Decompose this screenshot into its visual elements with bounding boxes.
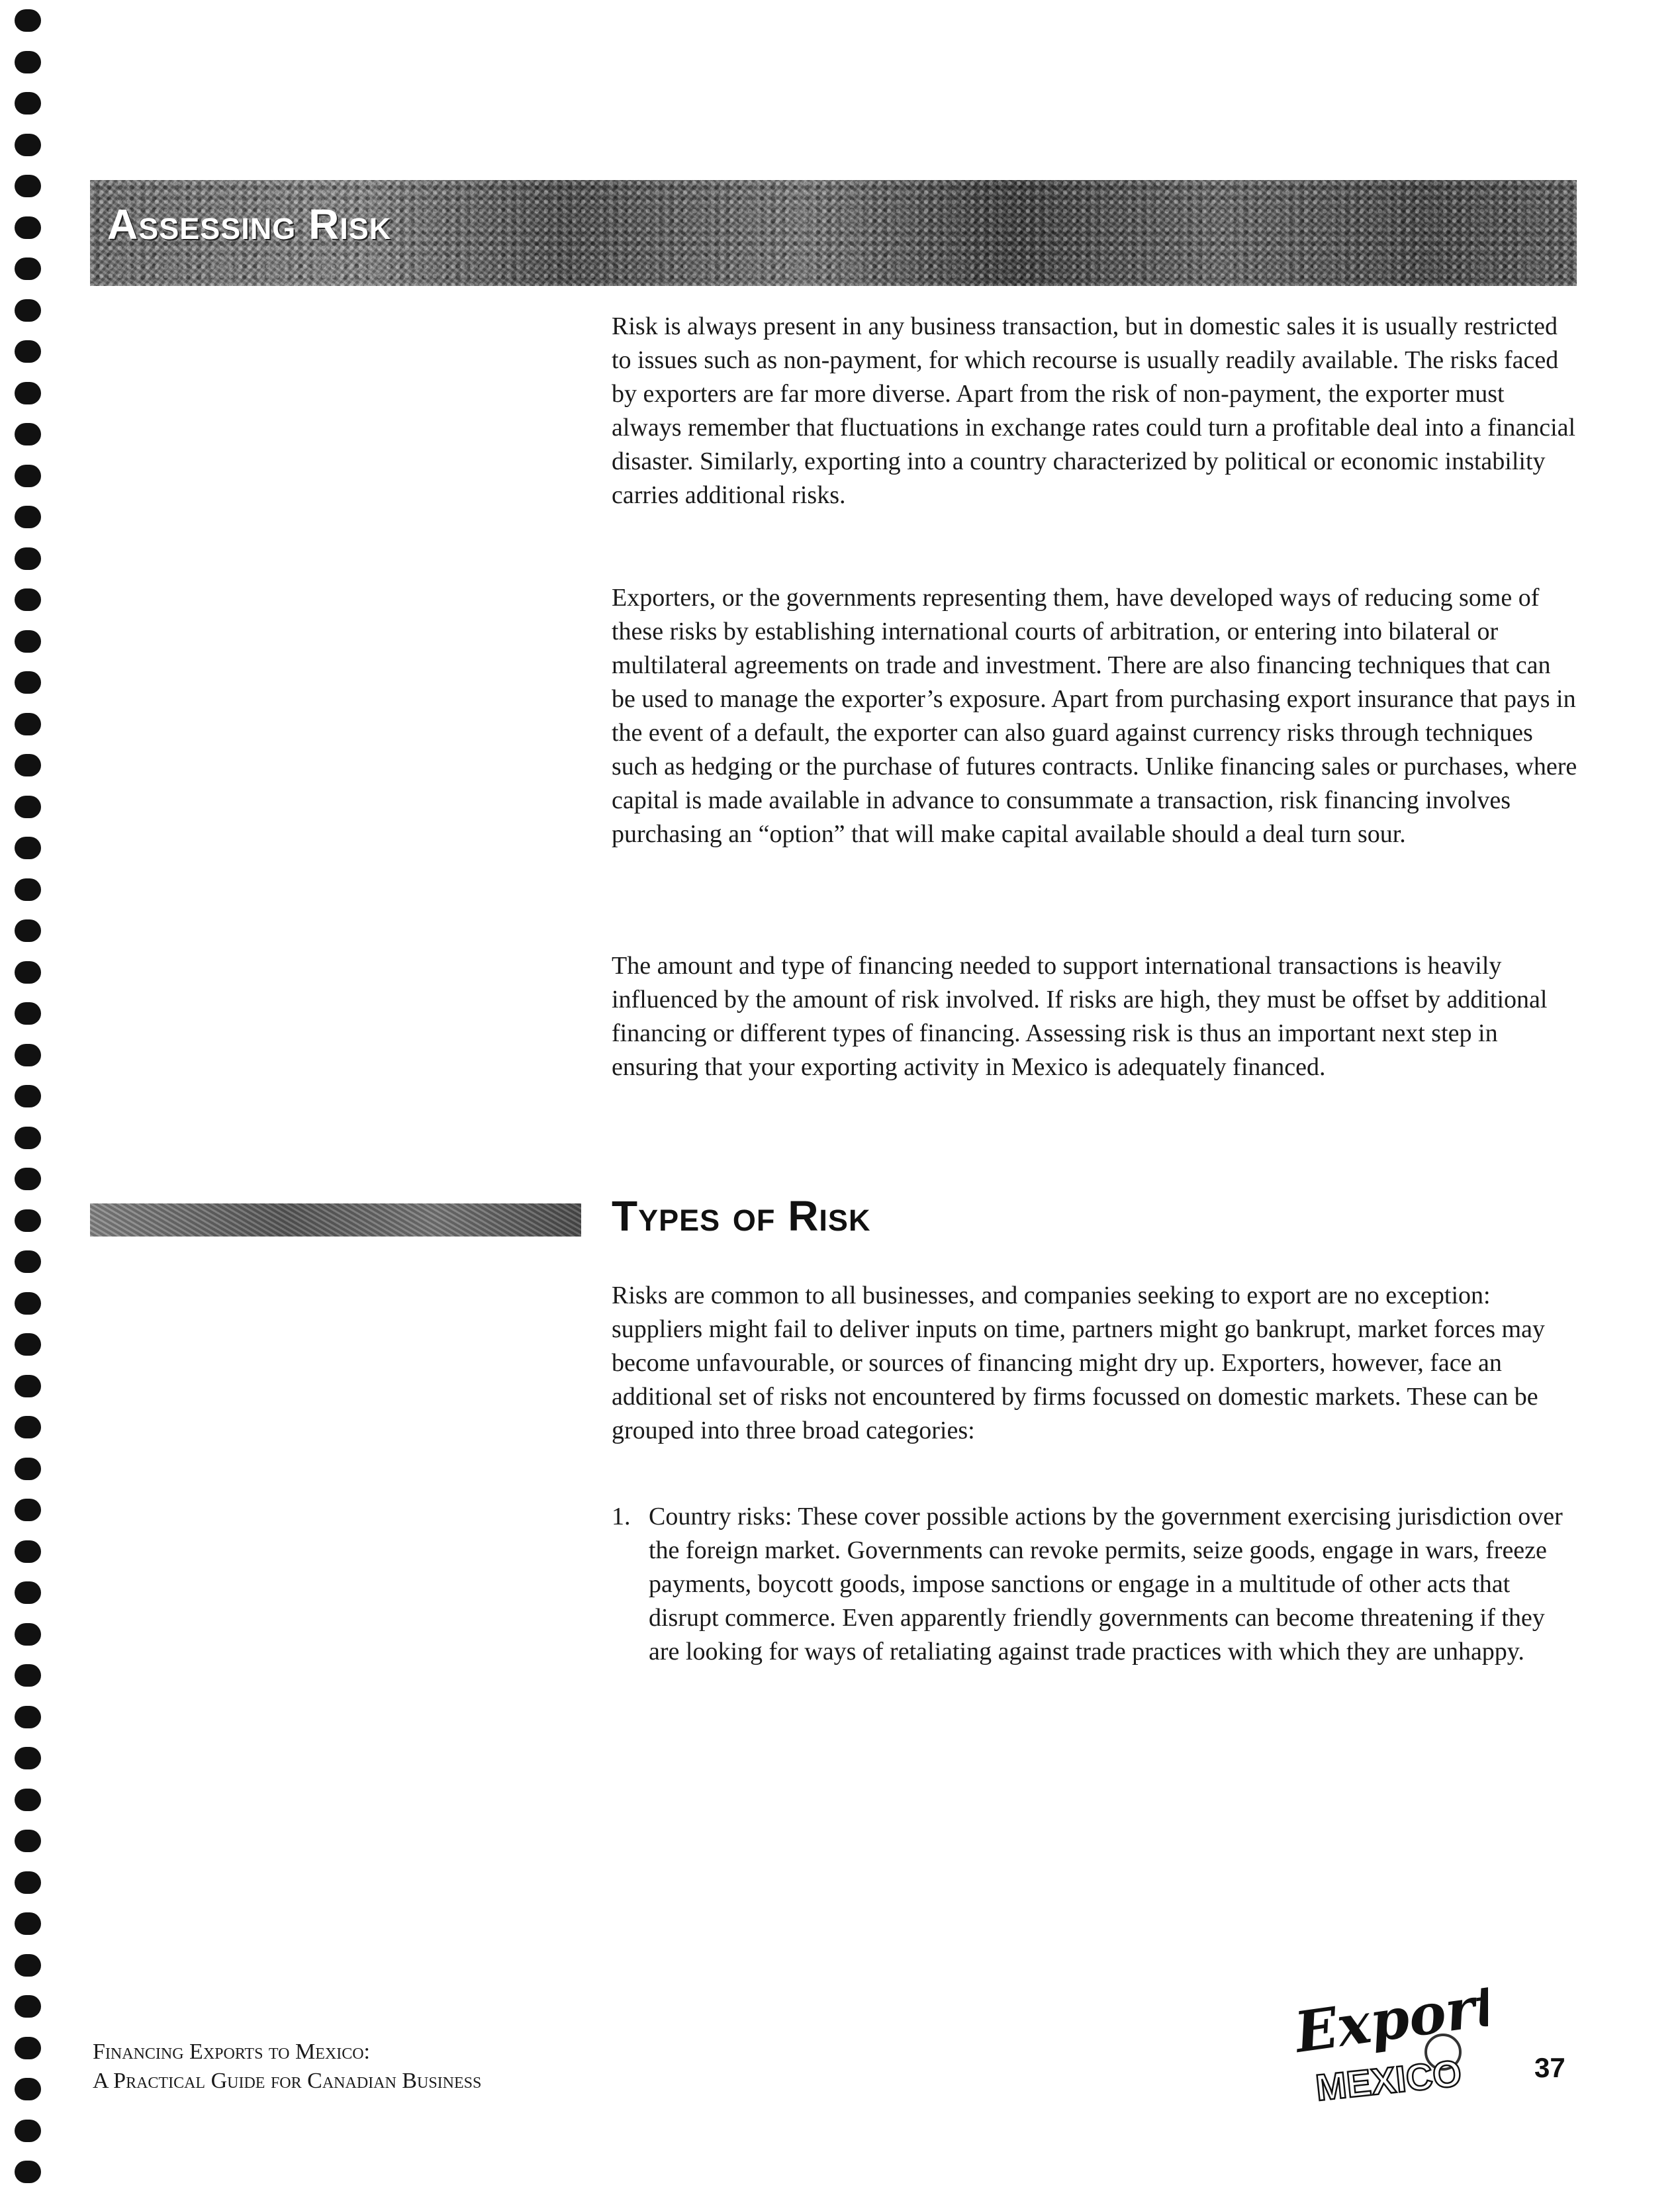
binding-hole <box>15 1044 41 1066</box>
binding-hole <box>15 2078 41 2100</box>
binding-hole <box>15 754 41 776</box>
list-item-text: Country risks: These cover possible actions by the government exercising jurisdiction over the foreign market. Governments can revoke permits, seize goods, engage in wars, freeze payments, boycott goods, impose sanctions or engage in a multitude of other acts that disrupt commerce. Even apparently friendly governments can become threatening if they are looking for ways of retaliating against trade practices with which they are unhappy. <box>649 1503 1563 1665</box>
footer-subtitle: A Practical Guide for Canadian Business <box>93 2069 482 2093</box>
binding-hole <box>15 2120 41 2142</box>
binding-hole <box>15 961 41 984</box>
binding-hole <box>15 1127 41 1149</box>
spiral-binding <box>0 0 60 2201</box>
binding-hole <box>15 340 41 363</box>
binding-hole <box>15 878 41 901</box>
binding-hole <box>15 1789 41 1811</box>
binding-hole <box>15 92 41 115</box>
binding-hole <box>15 1168 41 1190</box>
section-heading: Types of Risk <box>612 1192 871 1240</box>
binding-hole <box>15 1871 41 1894</box>
footer <box>93 2037 481 2096</box>
intro-paragraph-1: Risk is always present in any business transaction, but in domestic sales it is usually restricted to issues such as non-payment, for which recourse is usually readily available. The risks faced by exporters are far more diverse. Apart from the risk of non-payment, the exporter must always remember that fluctuations in exchange rates could turn a profitable deal into a financial disaster. Similarly, exporting into a country characterized by political or economic instability carries additional risks. <box>612 312 1576 509</box>
binding-hole <box>15 1085 41 1107</box>
binding-hole <box>15 465 41 487</box>
binding-hole <box>15 51 41 73</box>
binding-hole <box>15 258 41 280</box>
footer-title: Financing Exports to Mexico: <box>93 2039 370 2064</box>
banner-title: Assessing Risk <box>107 201 392 248</box>
binding-hole <box>15 1706 41 1728</box>
binding-hole <box>15 837 41 859</box>
binding-hole <box>15 1458 41 1480</box>
binding-hole <box>15 1954 41 1977</box>
binding-hole <box>15 1623 41 1646</box>
export-mexico-logo <box>1289 1979 1488 2112</box>
binding-hole <box>15 1830 41 1852</box>
binding-hole <box>15 506 41 528</box>
binding-hole <box>15 2161 41 2183</box>
binding-hole <box>15 382 41 404</box>
logo-word-export: Export <box>1291 1979 1488 2065</box>
binding-hole <box>15 547 41 570</box>
binding-hole <box>15 1209 41 1232</box>
binding-hole <box>15 1416 41 1438</box>
binding-hole <box>15 1499 41 1521</box>
intro-paragraph-2: Exporters, or the governments representing them, have developed ways of reducing some of these risks by establishing international courts of arbitration, or entering into bilateral or multilateral agreements on trade and investment. There are also financing techniques that can be used to manage the exporter’s exposure. Apart from purchasing export insurance that pays in the event of a default, the exporter can also guard against currency risks through techniques such as hedging or the purchase of futures contracts. Unlike financing sales or purchases, where capital is made available in advance to consummate a transaction, risk financing involves purchasing an “option” that will make capital available should a deal turn sour. <box>612 584 1577 848</box>
binding-hole <box>15 588 41 611</box>
binding-hole <box>15 796 41 818</box>
logo-word-mexico: MEXICO <box>1313 2051 1464 2109</box>
binding-hole <box>15 1995 41 2018</box>
binding-hole <box>15 2037 41 2059</box>
binding-hole <box>15 1664 41 1687</box>
binding-hole <box>15 423 41 445</box>
binding-hole <box>15 671 41 694</box>
binding-hole <box>15 1375 41 1397</box>
types-paragraph: Risks are common to all businesses, and companies seeking to export are no exception: suppliers might fail to deliver inputs on time, partners might go bankrupt, market forces may become unfavourable, or sources of financing might dry up. Exporters, however, face an additional set of risks not encountered by firms focussed on domestic markets. These can be grouped into three broad categories: <box>612 1282 1545 1444</box>
binding-hole <box>15 1912 41 1935</box>
binding-hole <box>15 299 41 322</box>
binding-hole <box>15 1250 41 1273</box>
binding-hole <box>15 1292 41 1315</box>
binding-hole <box>15 175 41 197</box>
binding-hole <box>15 134 41 156</box>
page-number: 37 <box>1534 2052 1565 2083</box>
binding-hole <box>15 1333 41 1356</box>
section-banner <box>90 180 1577 286</box>
binding-hole <box>15 216 41 239</box>
binding-hole <box>15 9 41 32</box>
heading-accent-bar <box>90 1203 581 1237</box>
binding-hole <box>15 1002 41 1025</box>
binding-hole <box>15 1581 41 1604</box>
binding-hole <box>15 713 41 735</box>
binding-hole <box>15 919 41 942</box>
binding-hole <box>15 630 41 653</box>
binding-hole <box>15 1540 41 1563</box>
binding-hole <box>15 1747 41 1769</box>
list-item-number: 1. <box>612 1503 631 1530</box>
intro-paragraph-3: The amount and type of financing needed to support international transactions is heavily influenced by the amount of risk involved. If risks are high, they must be offset by additional financing or different types of financing. Assessing risk is thus an important next step in ensuring that your exporting activity in Mexico is adequately financed. <box>612 952 1548 1081</box>
